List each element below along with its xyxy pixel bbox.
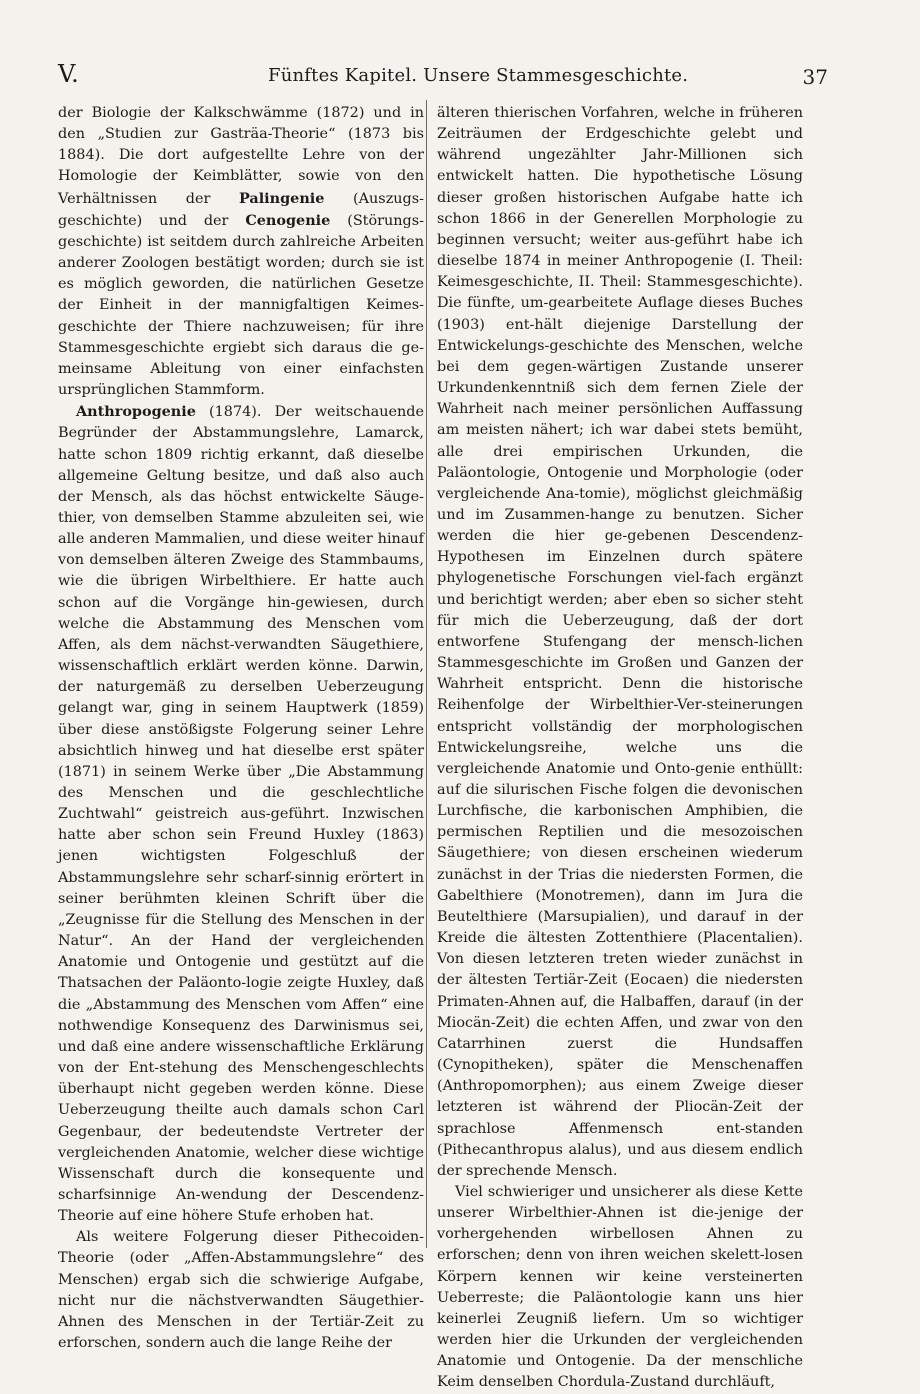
paragraph-text: Viel schwieriger und unsicherer als diese Kette unserer Wirbelthier-Ahnen ist die-jenige der vorhergehenden wirbellosen Ahnen zu erforschen; denn von ihren weichen skelett-losen Körpern kennen wir keine versteinerten Ueberreste; die Paläontologie kann uns hier keinerlei Zeugniß liefern. Um so wichtiger werden hier die Urkunden der vergleichenden Anatomie und Ontogenie. Da der menschliche Keim denselben Chordula-Zustand durchläuft, — [437, 1183, 803, 1391]
paragraph-anthropogenie — [58, 401, 424, 1227]
paragraph-text: (Störungs-geschichte) ist seitdem durch zahlreiche Arbeiten anderer Zoologen bestätigt worden; durch sie ist es möglich geworden, die natürlichen Gesetze der Einheit in der mannigfaltigen Keimes-geschichte der Thiere nachzuweisen; für ihre Stammesgeschichte ergiebt sich daraus die ge-meinsame Ableitung von einer einfachsten ursprünglichen Stammform. — [58, 212, 424, 399]
running-title: Fünftes Kapitel. Unsere Stammesgeschichte. — [268, 65, 689, 86]
paragraph-vorfahren — [437, 103, 803, 1182]
paragraph-text: der Biologie der Kalkschwämme (1872) und in den „Studien zur Gasträa-Theorie“ (1873 bis 1884). Die dort aufgestellte Lehre von der Homologie der Keimblätter, sowie von den Verhältnissen der — [58, 105, 424, 207]
section-heading-anthropogenie: Anthropogenie — [76, 403, 196, 421]
paragraph-text: (Auszugs-geschichte) und der — [58, 190, 424, 229]
running-header — [58, 60, 826, 96]
paragraph-text: älteren thierischen Vorfahren, welche in früheren Zeiträumen der Erdgeschichte gelebt und während ungezählter Jahr-Millionen sich entwickelt hatten. Die hypothetische Lösung dieser großen historischen Aufgabe hatte ich schon 1866 in der Generellen Morphologie zu beginnen versucht; weiter aus-geführt habe ich dieselbe 1874 in meiner Anthropogenie (I. Theil: Keimesgeschichte, II. Theil: Stammesgeschichte). Die fünfte, um-gearbeitete Auflage dieses Buches (1903) ent-hält diejenige Darstellung der Entwickelungs-geschichte des Menschen, welche bei dem gegen-wärtigen Zustande unserer Urkundenkenntniß sich dem fernen Ziele der Wahrheit nach meiner persönlichen Auffassung am meisten nähert; ich war dabei stets bemüht, alle drei empirischen Urkunden, die Paläontologie, Ontogenie und Morphologie (oder vergleichende Ana-tomie), möglichst gleichmäßig und im Zusammen-hange zu benutzen. Sicher werden die hier ge-gebenen Descendenz-Hypothesen im Einzelnen durch spätere phylogenetische Forschungen viel-fach ergänzt und berichtigt werden; aber eben so sicher steht für mich die Ueberzeugung, daß der dort entworfene Stufengang der mensch-lichen Stammesgeschichte im Großen und Ganzen der Wahrheit entspricht. Denn die historische Reihenfolge der Wirbelthier-Ver-steinerungen entspricht vollständig der morphologischen Entwickelungsreihe, welche uns die vergleichende Anatomie und Onto-genie enthüllt: auf die silurischen Fische folgen die devonischen Lurchfische, die karbonischen Amphibien, die permischen Reptilien und die mesozoischen Säugethiere; von diesen erscheinen wiederum zunächst in der Trias die niedersten Formen, die Gabelthiere (Monotremen), dann im Jura die Beutelthiere (Marsupialien), und darauf in der Kreide die ältesten Zottenthiere (Placentalien). Von diesen letzteren treten wieder zunächst in der ältesten Tertiär-Zeit (Eocaen) die niedersten Primaten-Ahnen auf, die Halbaffen, darauf (in der Miocän-Zeit) die echten Affen, und zwar von den Catarrhinen zuerst die Hundsaffen (Cynopitheken), später die Menschenaffen (Anthropomorphen); aus einem Zweige dieser letzteren ist während der Pliocän-Zeit der sprachlose Affenmensch ent-standen (Pithecanthropus alalus), und aus diesem endlich der sprechende Mensch. — [437, 105, 803, 1179]
paragraph-pithecoiden — [58, 1227, 424, 1354]
term-palingenie: Palingenie — [238, 189, 325, 207]
paragraph-text: (1874). Der weitschauende Begründer der Abstammungslehre, Lamarck, hatte schon 1809 richtig erkannt, daß dieselbe allgemeine Geltung besitze, und daß also auch der Mensch, als das höchst entwickelte Säuge-thier, von demselben Stamme abzuleiten sei, wie alle anderen Mammalien, und diese weiter hinauf von demselben älteren Zweige des Stammbaums, wie die übrigen Wirbelthiere. Er hatte auch schon auf die Vorgänge hin-gewiesen, durch welche die Abstammung des Menschen vom Affen, als dem nächst-verwandten Säugethiere, wissenschaftlich erklärt werden könne. Darwin, der naturgemäß zu derselben Ueberzeugung gelangt war, ging in seinem Hauptwerk (1859) über diese anstößigste Folgerung seiner Lehre absichtlich hinweg und hat dieselbe erst später (1871) in seinem Werke über „Die Abstammung des Menschen und die geschlechtliche Zuchtwahl“ geistreich aus-geführt. Inzwischen hatte aber schon sein Freund Huxley (1863) jenen wichtigsten Folgeschluß der Abstammungslehre sehr scharf-sinnig erörtert in seiner berühmten kleinen Schrift über die „Zeugnisse für die Stellung des Menschen in der Natur“. An der Hand der vergleichenden Anatomie und Ontogenie und gestützt auf die Thatsachen der Paläonto-logie zeigte Huxley, daß die „Abstammung des Menschen vom Affen“ eine nothwendige Konsequenz des Darwinismus sei, und daß eine andere wissenschaftliche Erklärung von der Ent-stehung des Menschengeschlechts überhaupt nicht gegeben werden könne. Diese Ueberzeugung theilte auch damals schon Carl Gegenbaur, der bedeutendste Vertreter der vergleichenden Anatomie, welcher diese wichtige Wissenschaft durch die konsequente und scharfsinnige An-wendung der Descendenz-Theorie auf eine höhere Stufe erhoben hat. — [58, 404, 424, 1225]
paragraph-gastraea — [58, 103, 424, 401]
column-divider — [426, 100, 427, 1248]
term-cenogenie: Cenogenie — [245, 211, 331, 229]
chapter-roman-numeral: V. — [58, 60, 79, 88]
page-number: 37 — [802, 65, 828, 89]
left-column — [58, 103, 424, 1354]
right-column — [437, 103, 803, 1394]
paragraph-text: Als weitere Folgerung dieser Pithecoiden-Theorie (oder „Affen-Abstammungslehre“ des Menschen) ergab sich die schwierige Aufgabe, nicht nur die nächstverwandten Säugethier-Ahnen des Menschen in der Tertiär-Zeit zu erforschen, sondern auch die lange Reihe der — [58, 1229, 424, 1352]
paragraph-wirbellose — [437, 1182, 803, 1394]
